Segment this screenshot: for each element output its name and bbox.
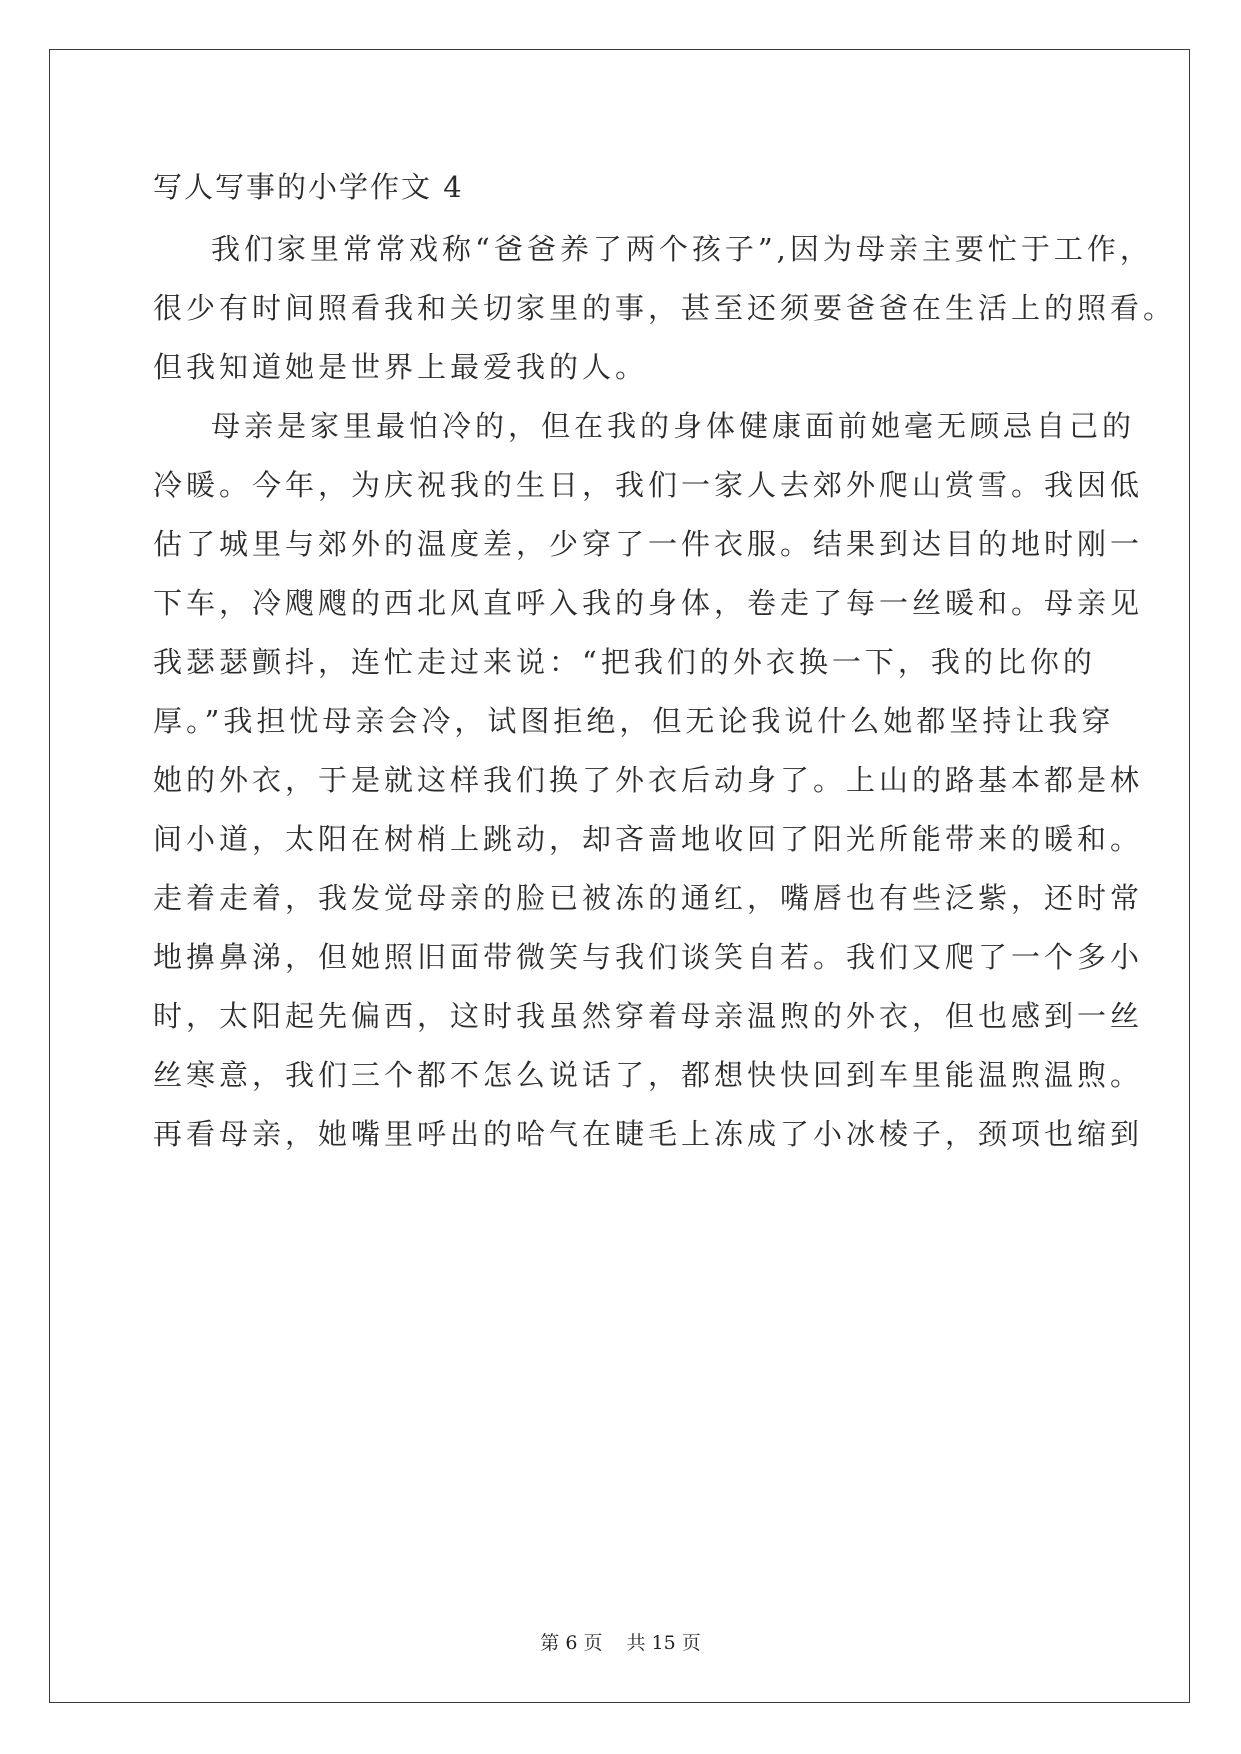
text-line: 母亲是家里最怕冷的，但在我的身体健康面前她毫无顾忌自己的: [211, 409, 1136, 443]
text-line: 间小道，太阳在树梢上跳动，却吝啬地收回了阳光所能带来的暖和。: [153, 822, 1144, 856]
page-number: 第 6 页: [540, 1632, 603, 1654]
text-line: 我们家里常常戏称“爸爸养了两个孩子”,因为母亲主要忙于工作，: [211, 232, 1153, 266]
text-line: 时，太阳起先偏西，这时我虽然穿着母亲温煦的外衣，但也感到一丝: [153, 999, 1144, 1033]
text-line: 丝寒意，我们三个都不怎么说话了，都想快快回到车里能温煦温煦。: [153, 1058, 1144, 1092]
page-footer: [0, 1631, 1241, 1655]
text-line: 冷暖。今年，为庆祝我的生日，我们一家人去郊外爬山赏雪。我因低: [153, 468, 1144, 502]
text-line: 走着走着，我发觉母亲的脸已被冻的通红，嘴唇也有些泛紫，还时常: [153, 881, 1144, 915]
text-line: 估了城里与郊外的温度差，少穿了一件衣服。结果到达目的地时刚一: [153, 527, 1144, 561]
text-line: 下车，冷飕飕的西北风直呼入我的身体，卷走了每一丝暖和。母亲见: [153, 586, 1144, 620]
text-line: 再看母亲，她嘴里呼出的哈气在睫毛上冻成了小冰棱子，颈项也缩到: [153, 1117, 1144, 1151]
page-total: 共 15 页: [626, 1632, 701, 1654]
document-title: 写人写事的小学作文 4: [153, 170, 464, 204]
text-line: 地擤鼻涕，但她照旧面带微笑与我们谈笑自若。我们又爬了一个多小: [153, 940, 1144, 974]
document-body: [153, 220, 1177, 1164]
text-line: 但我知道她是世界上最爱我的人。: [153, 350, 649, 384]
text-line: 很少有时间照看我和关切家里的事，甚至还须要爸爸在生活上的照看。: [153, 291, 1177, 325]
text-line: 她的外衣，于是就这样我们换了外衣后动身了。上山的路基本都是林: [153, 763, 1144, 797]
paragraph-2: [153, 397, 1144, 1164]
text-line: 我瑟瑟颤抖，连忙走过来说：“把我们的外衣换一下，我的比你的: [153, 645, 1096, 679]
text-line: 厚。”我担忧母亲会冷，试图拒绝，但无论我说什么她都坚持让我穿: [153, 704, 1115, 738]
paragraph-1: [153, 220, 1177, 397]
